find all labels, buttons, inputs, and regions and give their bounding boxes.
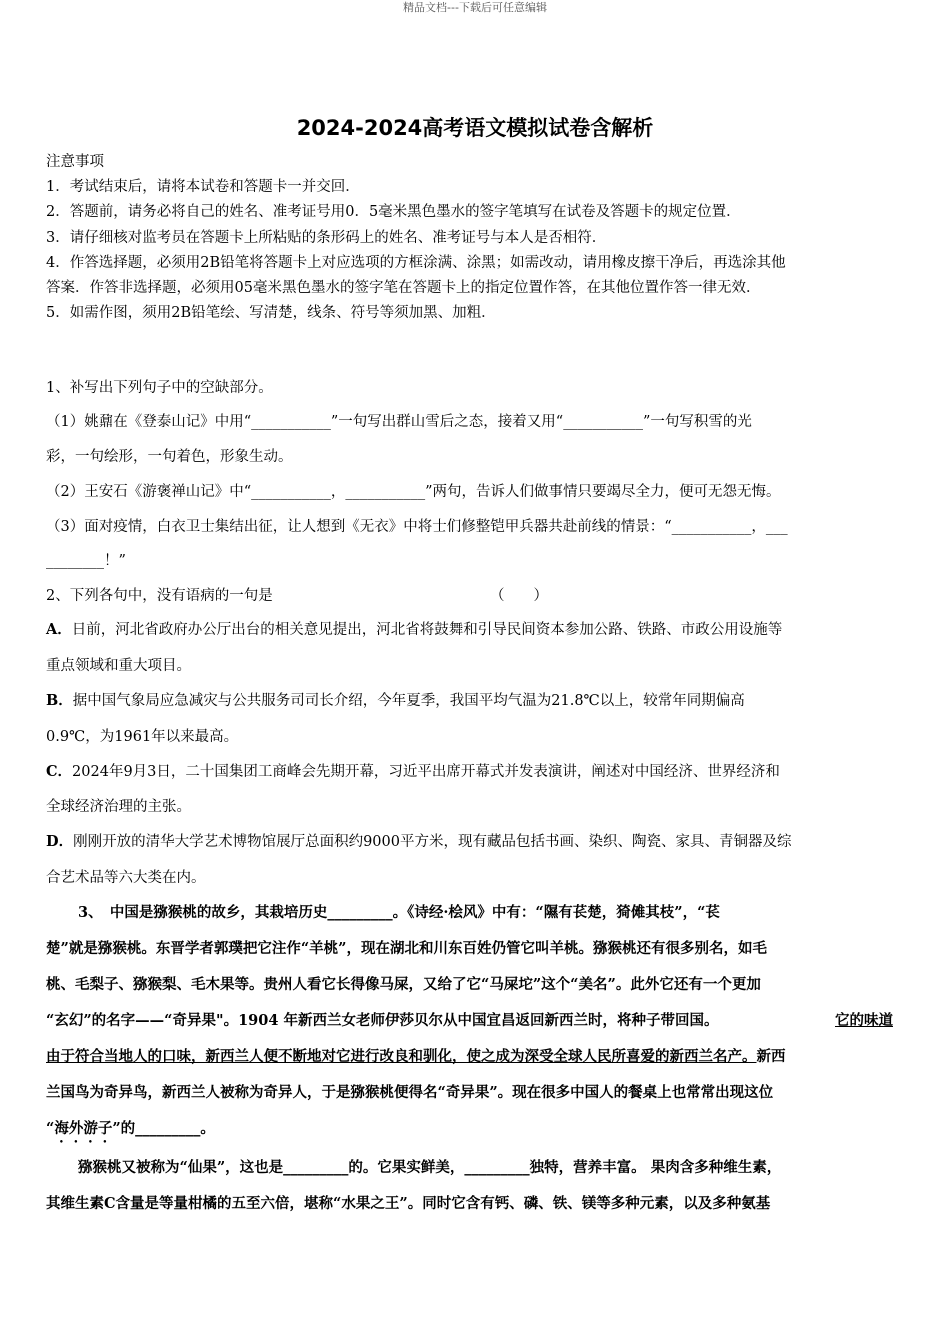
quote-mark: “ [46,1120,55,1137]
notice-item: 2．答题前，请务必将自己的姓名、准考证号用0．5毫米黑色墨水的签字笔填写在试卷及答题卡的规定位置． [46,204,741,220]
question-3-line: 3、 中国是猕猴桃的故乡，其栽培历史_________。《诗经·桧风》中有：“隰有苌楚，猗傩其枝”，“苌 [78,904,720,921]
option-label: A． [46,621,72,638]
question-2-stem: 2、下列各句中，没有语病的一句是 [46,588,273,604]
question-1-line: （2）王安石《游褒禅山记》中“___________，___________”两句，告诉人们做事情只要竭尽全力，便可无怨无悔。 [46,484,781,500]
notice-item: 4．作答选择题，必须用2B铅笔将答题卡上对应选项的方框涂满、涂黑；如需改动，请用橡皮擦干净后，再选涂其他 [46,255,786,271]
option-text: 刚刚开放的清华大学艺术博物馆展厅总面积约9000平方米，现有藏品包括书画、染织、陶瓷、家具、青铜器及综 [73,834,792,850]
option-label: D． [46,833,74,850]
notice-heading: 注意事项 [46,154,104,170]
question-3-line: “玄幻”的名字——“奇异果"。1904 年新西兰女老师伊莎贝尔从中国宜昌返回新西兰时，将种子带回国。 [46,1012,719,1029]
dotted-emphasis: 海外游子 [54,1120,113,1137]
question-3-line-underlined [46,1047,786,1067]
page-header: 精品文档---下载后可任意编辑 [403,1,547,14]
notice-item: 1．考试结束后，请将本试卷和答题卡一并交回． [46,179,360,195]
notice-item: 答案．作答非选择题，必须用05毫米黑色墨水的签字笔在答题卡上的指定位置作答，在其他位置作答一律无效． [46,280,761,296]
option-b-cont: 0.9℃，为1961年以来最高。 [46,729,239,745]
question-1-stem: 1、补写出下列句子中的空缺部分。 [46,380,273,396]
underlined-segment: 由于符合当地人的口味，新西兰人便不断地对它进行改良和驯化，使之成为深受全球人民所喜爱的新西兰名产。 [46,1048,757,1065]
option-c [46,762,780,782]
option-d-cont: 合艺术品等六大类在内。 [46,870,206,886]
notice-item: 3．请仔细核对监考员在答题卡上所粘贴的条形码上的姓名、准考证号与本人是否相符． [46,230,607,246]
question-1-line: 彩，一句绘形，一句着色，形象生动。 [46,449,293,465]
option-d [46,832,791,852]
option-label: C． [46,763,73,780]
option-text: 日前，河北省政府办公厅出台的相关意见提出，河北省将鼓舞和引导民间资本参加公路、铁路、市政公用设施等 [71,622,783,638]
answer-paren: （ ） [490,588,548,604]
option-label: B． [46,692,73,709]
underlined-segment: 它的味道 [835,1012,893,1029]
question-3-para2-line: 猕猴桃又被称为“仙果”，这也是_________的。它果实鲜美，_________独特，营养丰富。 果肉含多种维生素， [78,1159,782,1176]
question-3-line: 桃、毛梨子、猕猴梨、毛木果等。贵州人看它长得像马屎，又给了它“马屎坨”这个“美名”。此外它还有一个更加 [46,976,761,993]
option-b [46,691,745,711]
line-tail: 新西 [756,1048,786,1065]
option-a-cont: 重点领域和重大项目。 [46,658,191,674]
question-3-line [46,1119,215,1146]
question-1-line: ________！” [46,553,126,569]
question-3-line: 兰国鸟为奇异鸟，新西兰人被称为奇异人，于是猕猴桃便得名“奇异果”。现在很多中国人的餐桌上也常常出现这位 [46,1084,774,1101]
question-3-para2-line: 其维生素C含量是等量柑橘的五至六倍，堪称“水果之王”。同时它含有钙、磷、铁、镁等多种元素，以及多种氨基 [46,1195,771,1212]
option-text: 2024年9月3日，二十国集团工商峰会先期开幕，习近平出席开幕式并发表演讲，阐述对中国经济、世界经济和 [72,764,780,780]
question-1-line: （3）面对疫情，白衣卫士集结出征，让人想到《无衣》中将士们修整铠甲兵器共赴前线的情景：“___________，___ [46,519,788,535]
underlined-text [835,1011,893,1031]
line-tail: ”的_________。 [112,1120,215,1137]
page-title: 2024-2024高考语文模拟试卷含解析 [296,116,654,140]
option-text: 据中国气象局应急减灾与公共服务司司长介绍，今年夏季，我国平均气温为21.8℃以上，较常年同期偏高 [72,693,745,709]
question-1-line: （1）姚鼐在《登泰山记》中用“___________”一句写出群山雪后之态，接着又用“___________”一句写积雪的光 [46,414,752,430]
notice-item: 5．如需作图，须用2B铅笔绘、写清楚，线条、符号等须加黑、加粗． [46,305,496,321]
option-a [46,620,782,640]
option-c-cont: 全球经济治理的主张。 [46,799,191,815]
question-3-line: 楚”就是猕猴桃。东晋学者郭璞把它注作“羊桃”，现在湖北和川东百姓仍管它叫羊桃。猕猴桃还有很多别名，如毛 [46,940,768,957]
